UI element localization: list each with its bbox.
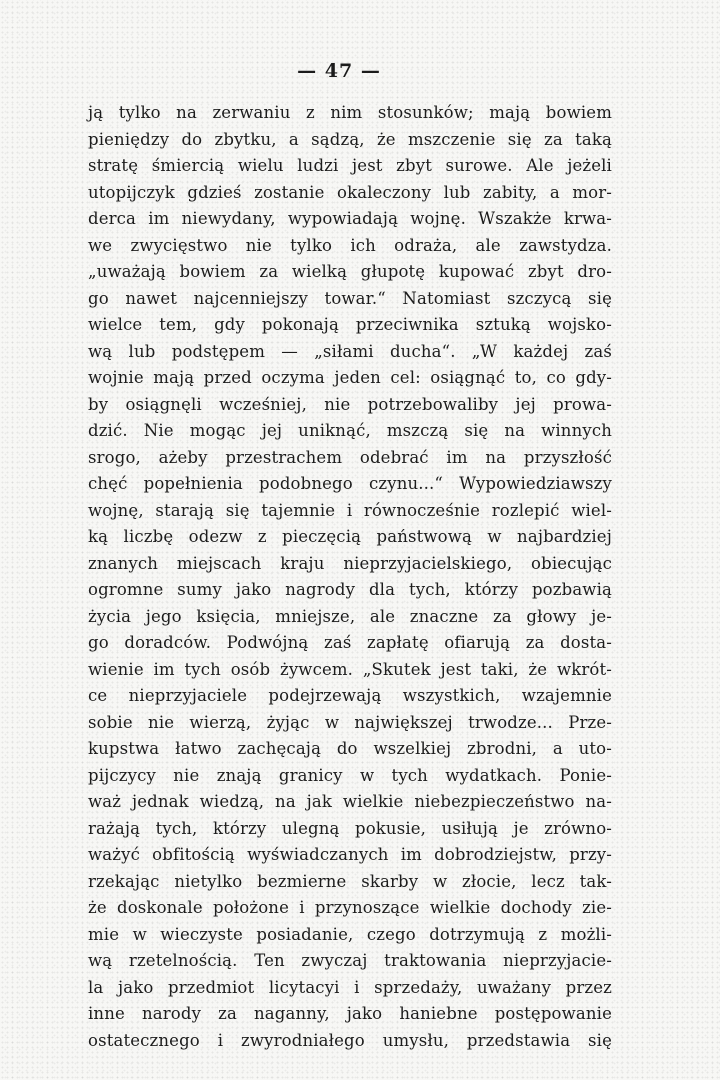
text-line: życia jego księcia, mniejsze, ale znaczne za głowy je-	[88, 606, 612, 626]
text-line: mie w wieczyste posiadanie, czego dotrzymują z możli-	[88, 924, 612, 944]
text-line: kupstwa łatwo zachęcają do wszelkiej zbrodni, a uto-	[88, 739, 612, 758]
text-line: utopijczyk gdzieś zostanie okaleczony lub zabity, a mor-	[88, 182, 612, 202]
text-line: go nawet najcenniejszy towar.“ Natomiast szczycą się	[88, 288, 612, 308]
text-line: wą lub podstępem — „siłami ducha“. „W każdej zaś	[88, 341, 612, 361]
page-number: — 47 —	[297, 60, 381, 82]
text-line: we zwycięstwo nie tylko ich odraża, ale zawstydza.	[88, 235, 612, 255]
text-line: derca im niewydany, wypowiadają wojnę. Wszakże krwa-	[88, 209, 612, 228]
text-line: ogromne sumy jako nagrody dla tych, którzy pozbawią	[88, 580, 612, 599]
text-line: by osiągnęli wcześniej, nie potrzebowaliby jej prowa-	[88, 394, 612, 414]
text-line: wielce tem, gdy pokonają przeciwnika sztuką wojsko-	[88, 315, 612, 334]
text-line: pieniędzy do zbytku, a sądzą, że mszczenie się za taką	[88, 129, 612, 149]
text-line: rażają tych, którzy ulegną pokusie, usiłują je zrówno-	[88, 818, 612, 838]
text-line: pijczycy nie znają granicy w tych wydatkach. Ponie-	[88, 765, 612, 785]
text-line: że doskonale położone i przynoszące wielkie dochody zie-	[88, 898, 612, 917]
text-line: inne narody za naganny, jako haniebne postępowanie	[88, 1004, 612, 1023]
body-text	[88, 100, 612, 1054]
text-line: ką liczbę odezw z pieczęcią państwową w najbardziej	[88, 527, 612, 546]
text-line: ją tylko na zerwaniu z nim stosunków; mają bowiem	[88, 103, 612, 122]
text-line: ce nieprzyjaciele podejrzewają wszystkich, wzajemnie	[88, 686, 612, 705]
text-line: wojnie mają przed oczyma jeden cel: osiągnąć to, co gdy-	[88, 368, 612, 387]
text-line: wą rzetelnością. Ten zwyczaj traktowania nieprzyjacie-	[88, 951, 612, 970]
text-line: stratę śmiercią wielu ludzi jest zbyt surowe. Ale jeżeli	[88, 156, 612, 175]
text-line: ważyć obfitością wyświadczanych im dobrodziejstw, przy-	[88, 845, 612, 864]
text-line: dzić. Nie mogąc jej uniknąć, mszczą się na winnych	[88, 421, 612, 440]
text-line: rzekając nietylko bezmierne skarby w złocie, lecz tak-	[88, 871, 612, 891]
text-line: „uważają bowiem za wielką głupotę kupować zbyt dro-	[88, 262, 612, 281]
text-line: znanych miejscach kraju nieprzyjacielskiego, obiecując	[88, 553, 612, 573]
text-line: waż jednak wiedzą, na jak wielkie niebezpieczeństwo na-	[88, 792, 612, 811]
text-line: ostatecznego i zwyrodniałego umysłu, przedstawia się	[88, 1030, 612, 1050]
text-line: wienie im tych osób żywcem. „Skutek jest taki, że wkrót-	[88, 659, 612, 679]
text-line: go doradców. Podwójną zaś zapłatę ofiarują za dosta-	[88, 633, 612, 652]
text-line: chęć popełnienia podobnego czynu...“ Wypowiedziawszy	[88, 474, 612, 493]
text-line: la jako przedmiot licytacyi i sprzedaży, uważany przez	[88, 977, 612, 997]
text-line: srogo, ażeby przestrachem odebrać im na przyszłość	[88, 447, 612, 467]
text-line: wojnę, starają się tajemnie i równocześnie rozlepić wiel-	[88, 500, 612, 520]
text-line: sobie nie wierzą, żyjąc w największej trwodze... Prze-	[88, 712, 612, 732]
